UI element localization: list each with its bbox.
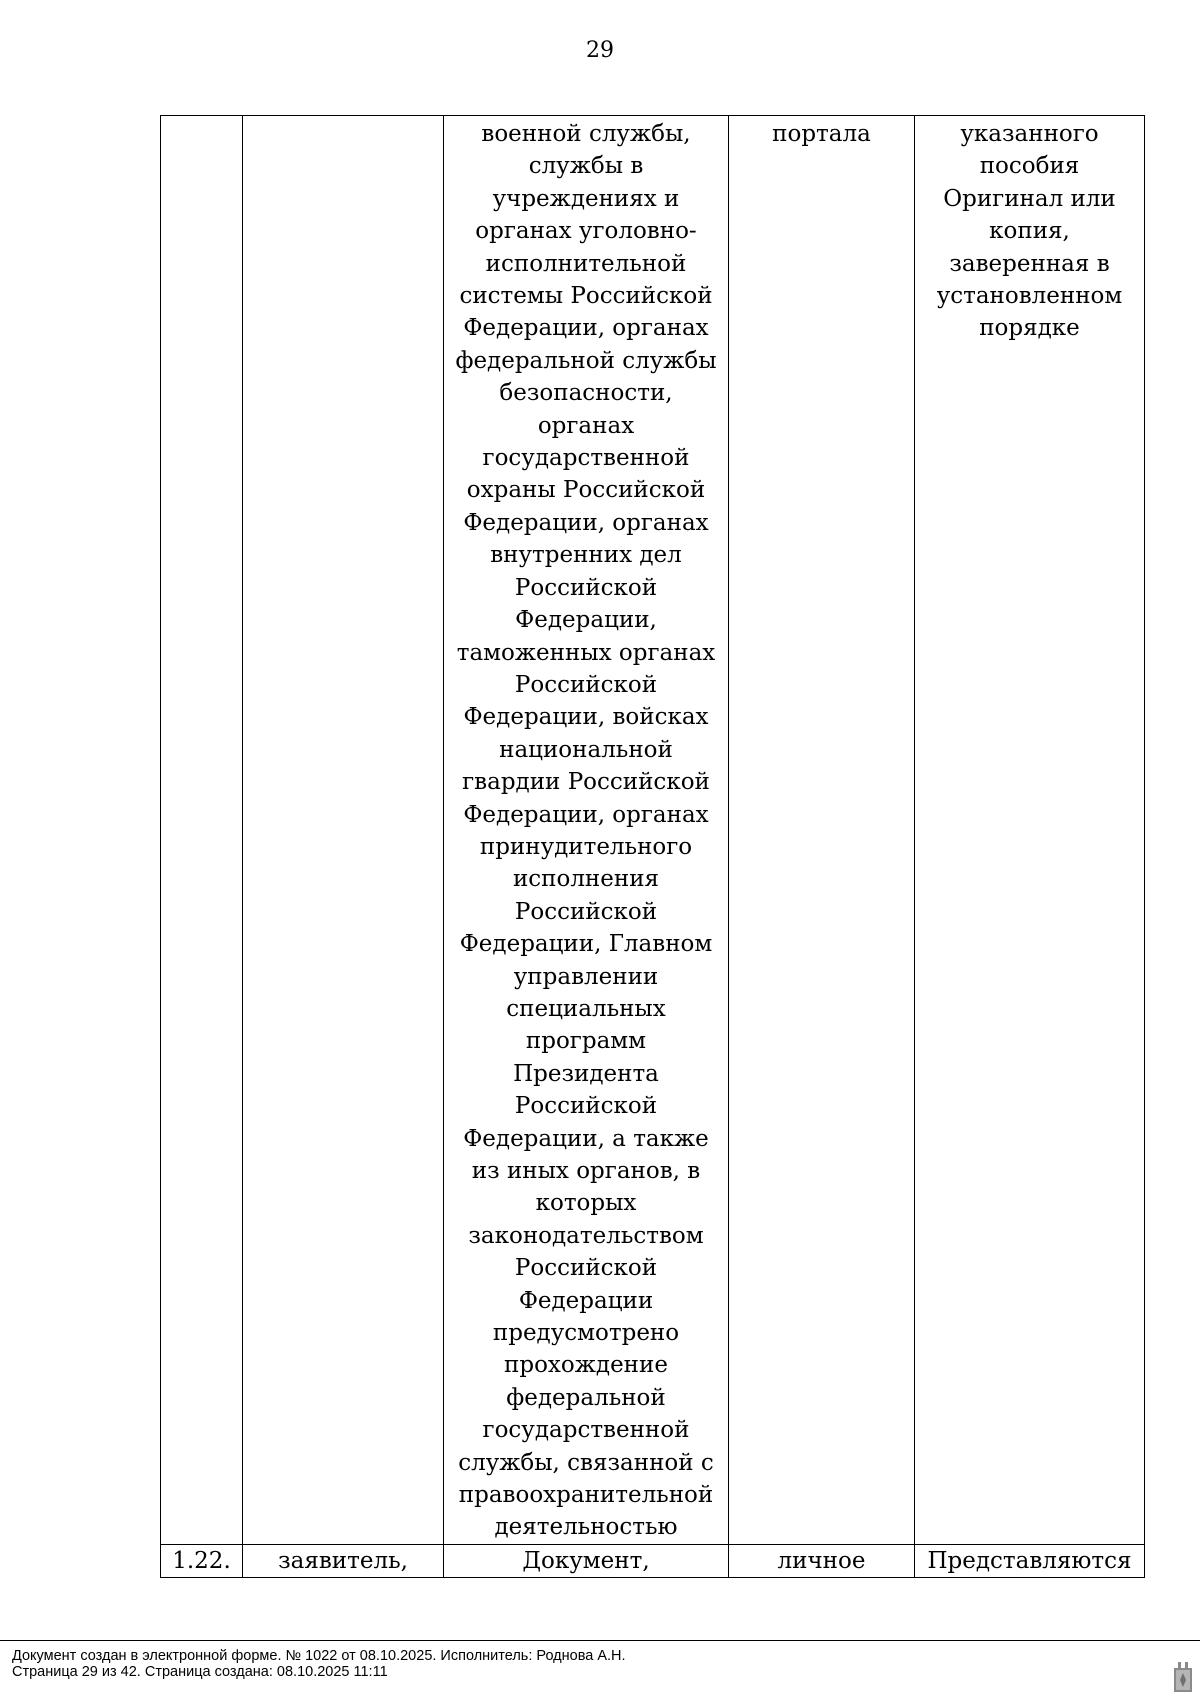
table-row xyxy=(161,116,1145,1545)
cell-document: военной службы, службы в учреждениях и органах уголовно- исполнительной системы Российской Федерации, органах федеральной службы безопасности, органах государственной охраны Российской Федерации, органах внутренних дел Российской Федерации, таможенных органах Российской Федерации, войсках национальной гвардии Российской Федерации, органах принудительного исполнения Российской Федерации, Главном управлении специальных программ Президента Российской Федерации, а также из иных органов, в которых законодательством Российской Федерации предусмотрено прохождение федеральной государственной службы, связанной с правоохранительной деятельностью xyxy=(444,116,729,1545)
footer-divider xyxy=(0,1640,1200,1641)
document-table xyxy=(160,115,1145,1578)
page-number: 29 xyxy=(586,38,614,63)
cell-document: Документ, xyxy=(444,1544,729,1577)
footer-line-document: Документ создан в электронной форме. № 1022 от 08.10.2025. Исполнитель: Роднова А.Н. xyxy=(12,1648,626,1664)
table-row xyxy=(161,1544,1145,1577)
cell-method: личное xyxy=(729,1544,915,1577)
cell-number xyxy=(161,116,243,1545)
footer xyxy=(12,1648,626,1680)
cell-method: портала xyxy=(729,116,915,1545)
cell-number: 1.22. xyxy=(161,1544,243,1577)
cell-applicant: заявитель, xyxy=(243,1544,444,1577)
cell-requirements: Представляются xyxy=(915,1544,1145,1577)
coat-of-arms-icon xyxy=(1172,1660,1194,1694)
footer-line-page: Страница 29 из 42. Страница создана: 08.10.2025 11:11 xyxy=(12,1664,388,1680)
cell-requirements: указанного пособия Оригинал или копия, заверенная в установленном порядке xyxy=(915,116,1145,1545)
cell-applicant xyxy=(243,116,444,1545)
